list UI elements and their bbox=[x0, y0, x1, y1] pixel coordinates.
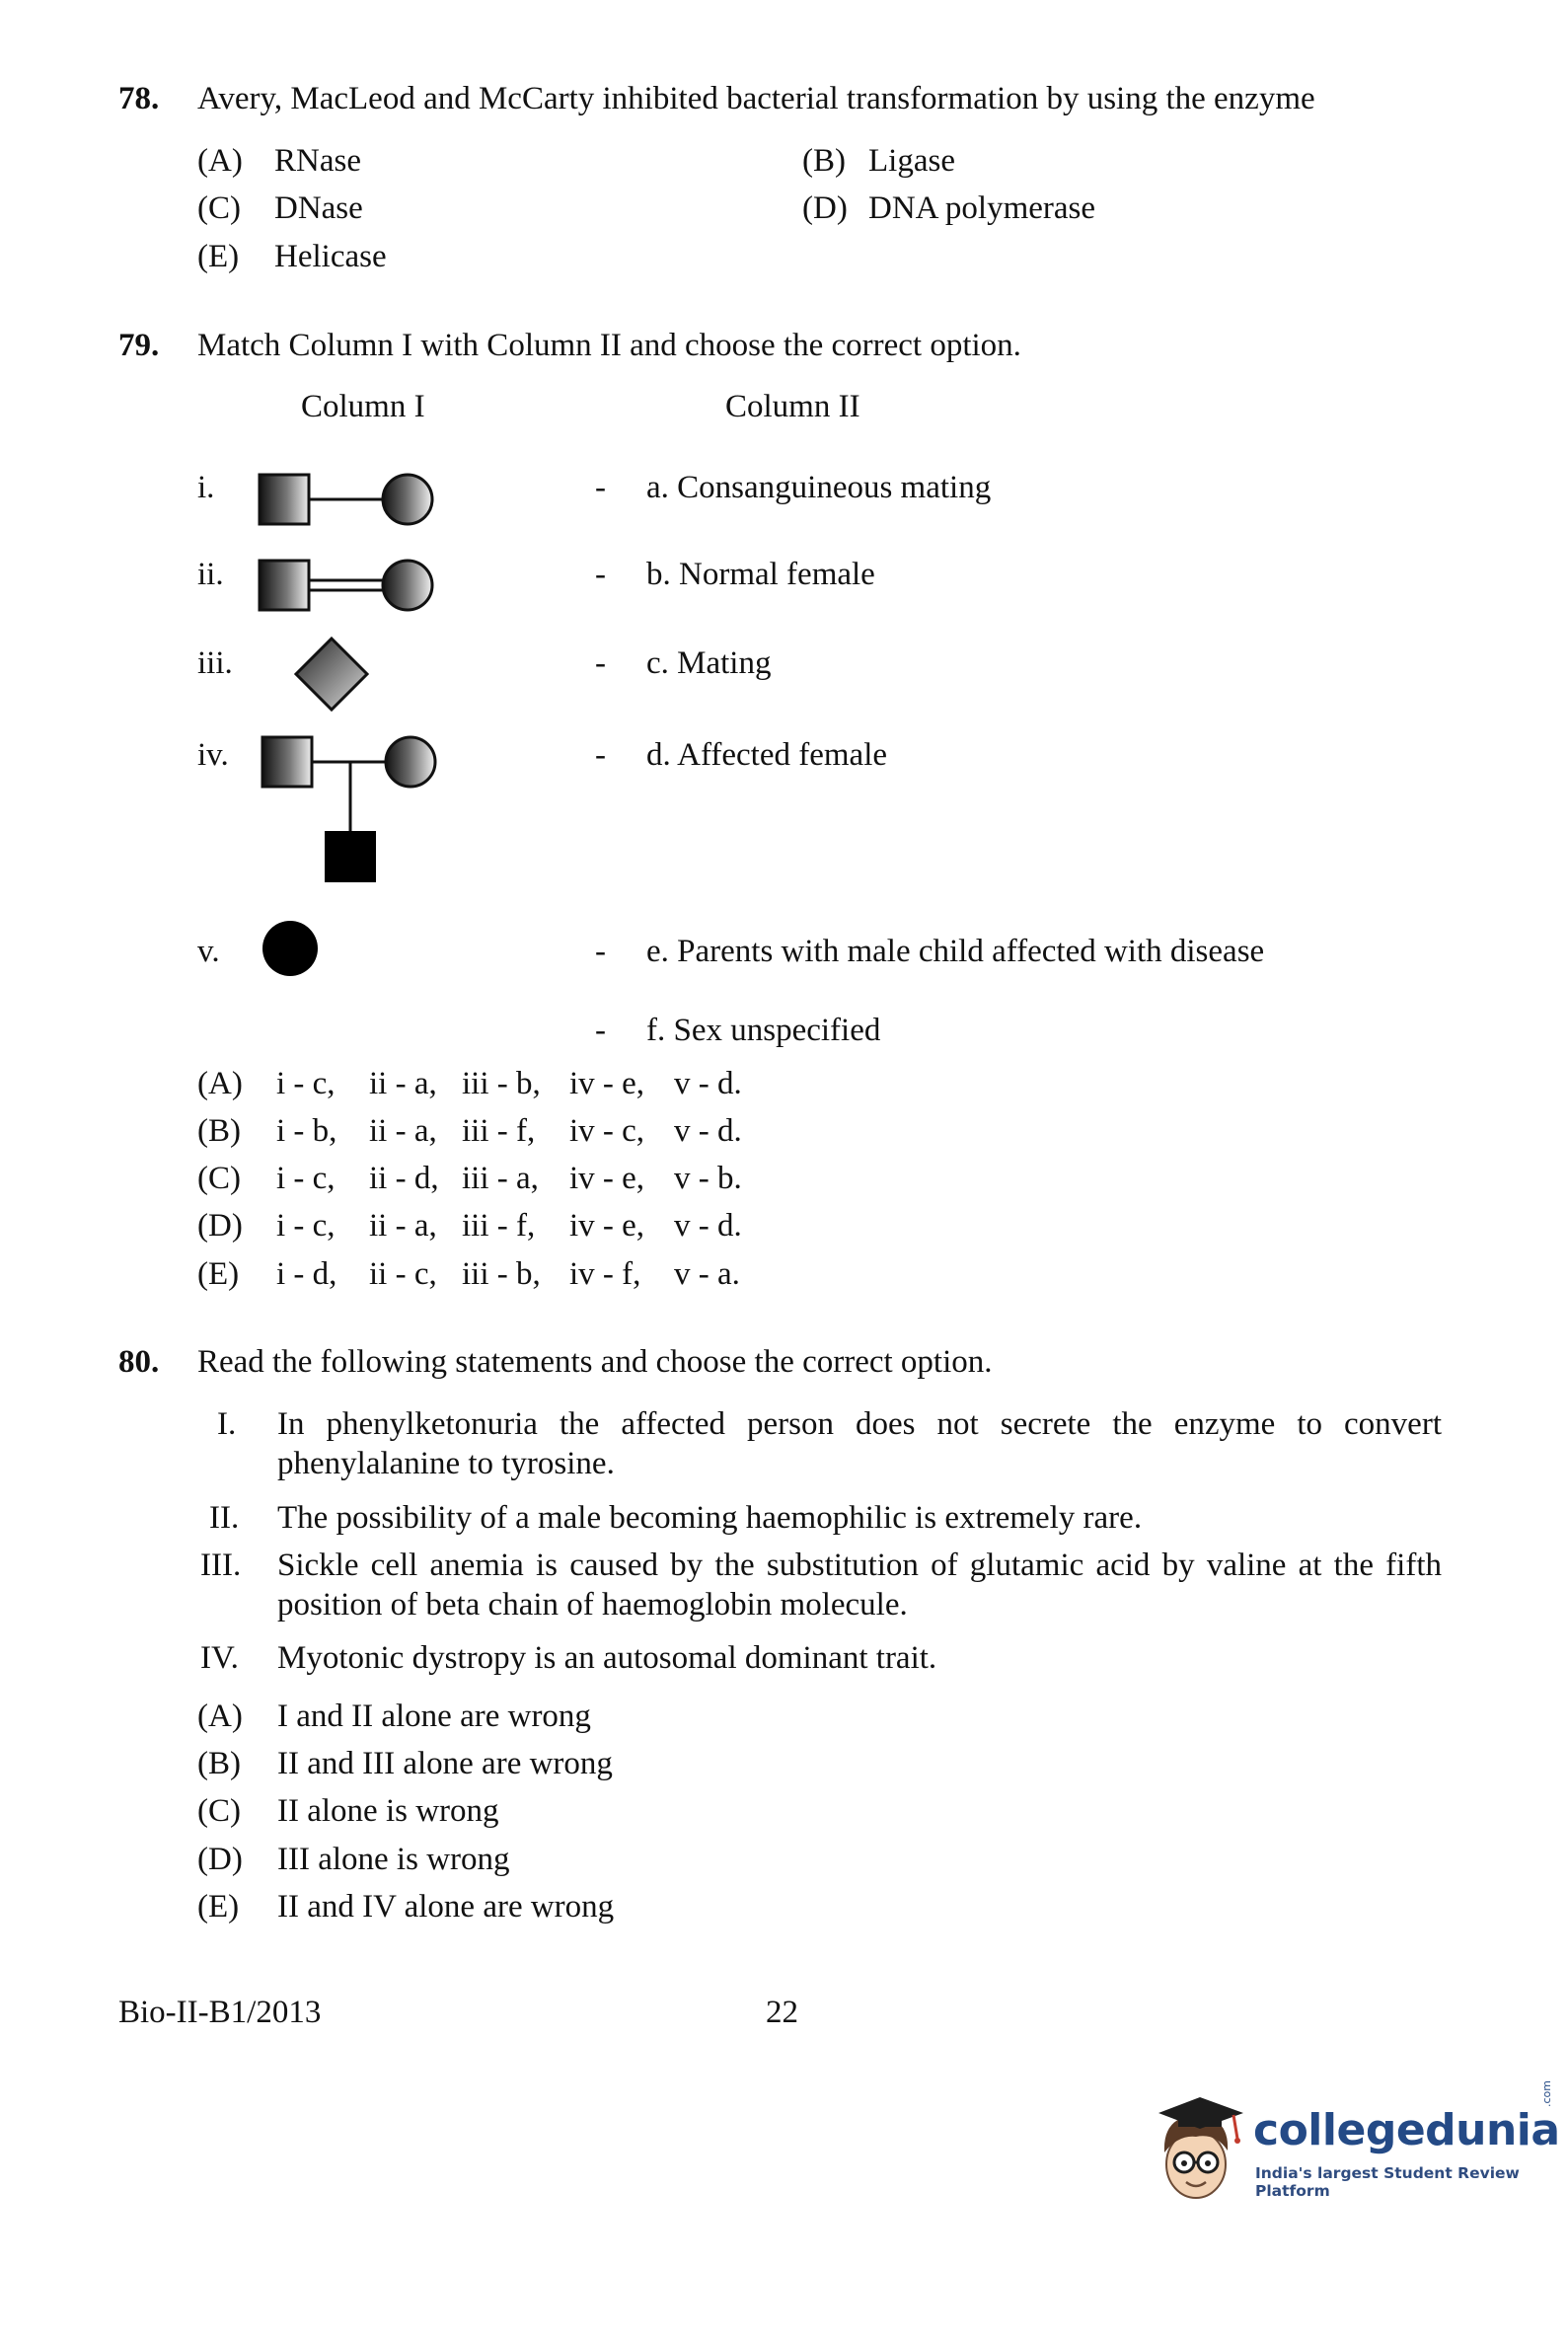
column-1-label: v. bbox=[197, 934, 220, 969]
option-part: v - a. bbox=[674, 1256, 740, 1292]
option-part: ii - a, bbox=[369, 1066, 437, 1101]
option-label: (A) bbox=[197, 1698, 243, 1734]
option-part: ii - a, bbox=[369, 1113, 437, 1149]
question-text: Avery, MacLeod and McCarty inhibited bacterial transformation by using the enzyme bbox=[197, 81, 1315, 116]
option-part: iv - e, bbox=[569, 1066, 645, 1101]
option-text: III alone is wrong bbox=[277, 1842, 510, 1877]
logo-tagline: India's largest Student Review Platform bbox=[1255, 2164, 1520, 2200]
option-text: II alone is wrong bbox=[277, 1793, 499, 1829]
dash: - bbox=[595, 557, 606, 592]
paper-code: Bio-II-B1/2013 bbox=[118, 1995, 322, 2030]
column-2-item: c. Mating bbox=[646, 645, 772, 681]
dash: - bbox=[595, 470, 606, 505]
option-part: i - c, bbox=[276, 1066, 336, 1101]
column-2-item: a. Consanguineous mating bbox=[646, 470, 992, 505]
option-part: v - b. bbox=[674, 1161, 742, 1196]
question-text: Read the following statements and choose the correct option. bbox=[197, 1344, 993, 1380]
option-label: (E) bbox=[197, 239, 240, 274]
option-label: (D) bbox=[802, 190, 848, 226]
column-2-item: e. Parents with male child affected with disease bbox=[646, 934, 1265, 969]
question-number: 80. bbox=[118, 1344, 160, 1380]
option-part: iii - b, bbox=[462, 1256, 541, 1292]
column-1-label: i. bbox=[197, 470, 215, 505]
column-1-label: iii. bbox=[197, 645, 233, 681]
option-part: iii - b, bbox=[462, 1066, 541, 1101]
option-part: iv - e, bbox=[569, 1208, 645, 1244]
option-label: (C) bbox=[197, 1161, 241, 1196]
option-part: v - d. bbox=[674, 1113, 742, 1149]
option-label: (E) bbox=[197, 1889, 240, 1925]
option-text: II and IV alone are wrong bbox=[277, 1889, 615, 1925]
column-2-header: Column II bbox=[725, 389, 860, 424]
column-1-label: ii. bbox=[197, 557, 224, 592]
column-2-item: b. Normal female bbox=[646, 557, 875, 592]
dash: - bbox=[595, 737, 606, 773]
option-text: RNase bbox=[274, 143, 361, 179]
option-part: i - b, bbox=[276, 1113, 337, 1149]
option-text: II and III alone are wrong bbox=[277, 1746, 613, 1781]
column-2-item: d. Affected female bbox=[646, 737, 888, 773]
option-text: I and II alone are wrong bbox=[277, 1698, 591, 1734]
mascot-icon bbox=[1145, 2087, 1253, 2211]
option-part: ii - d, bbox=[369, 1161, 439, 1196]
consanguineous-mating-symbol bbox=[257, 556, 439, 615]
option-label: (E) bbox=[197, 1256, 240, 1292]
option-label: (C) bbox=[197, 190, 241, 226]
option-label: (B) bbox=[802, 143, 846, 179]
option-label: (B) bbox=[197, 1746, 241, 1781]
statement-text: The possibility of a male becoming haemophilic is extremely rare. bbox=[277, 1500, 1143, 1536]
option-label: (A) bbox=[197, 143, 243, 179]
option-part: ii - c, bbox=[369, 1256, 437, 1292]
option-label: (A) bbox=[197, 1066, 243, 1101]
column-1-label: iv. bbox=[197, 737, 229, 773]
option-text: DNA polymerase bbox=[868, 190, 1096, 226]
statement-text: Myotonic dystropy is an autosomal dominant trait. bbox=[277, 1640, 937, 1676]
option-part: v - d. bbox=[674, 1208, 742, 1244]
option-text: Helicase bbox=[274, 239, 387, 274]
dash: - bbox=[595, 645, 606, 681]
parents-affected-male-child-symbol bbox=[257, 732, 439, 885]
dash: - bbox=[595, 1013, 606, 1048]
option-text: Ligase bbox=[868, 143, 955, 179]
statement-text: In phenylketonuria the affected person does not secrete the enzyme to convert phenylalanine to tyrosine. bbox=[277, 1406, 1442, 1481]
statement-label: III. bbox=[200, 1547, 242, 1583]
logo-wordmark: collegedunia bbox=[1253, 2105, 1560, 2155]
option-part: iii - f, bbox=[462, 1113, 536, 1149]
option-part: iii - f, bbox=[462, 1208, 536, 1244]
question-number: 78. bbox=[118, 81, 160, 116]
option-part: iv - e, bbox=[569, 1161, 645, 1196]
option-label: (C) bbox=[197, 1793, 241, 1829]
option-part: i - c, bbox=[276, 1208, 336, 1244]
question-number: 79. bbox=[118, 328, 160, 363]
option-label: (D) bbox=[197, 1842, 243, 1877]
page-number: 22 bbox=[766, 1995, 798, 2030]
statement-label: I. bbox=[217, 1406, 237, 1442]
option-part: v - d. bbox=[674, 1066, 742, 1101]
sex-unspecified-symbol bbox=[292, 635, 371, 714]
option-part: iv - f, bbox=[569, 1256, 641, 1292]
statement-label: II. bbox=[209, 1500, 240, 1536]
option-part: i - c, bbox=[276, 1161, 336, 1196]
option-part: ii - a, bbox=[369, 1208, 437, 1244]
statement-text: Sickle cell anemia is caused by the substitution of glutamic acid by valine at the fifth position of beta chain of haemoglobin molecule. bbox=[277, 1547, 1442, 1623]
option-label: (D) bbox=[197, 1208, 243, 1244]
option-part: i - d, bbox=[276, 1256, 337, 1292]
statement-label: IV. bbox=[200, 1640, 239, 1676]
logo-domain-suffix: .com bbox=[1540, 2080, 1553, 2107]
column-2-item: f. Sex unspecified bbox=[646, 1013, 881, 1048]
affected-female-symbol bbox=[261, 918, 320, 979]
option-part: iv - c, bbox=[569, 1113, 645, 1149]
column-1-header: Column I bbox=[301, 389, 425, 424]
option-text: DNase bbox=[274, 190, 363, 226]
dash: - bbox=[595, 934, 606, 969]
collegedunia-logo bbox=[1145, 2080, 1560, 2211]
question-text: Match Column I with Column II and choose the correct option. bbox=[197, 328, 1021, 363]
mating-symbol bbox=[257, 470, 439, 529]
option-label: (B) bbox=[197, 1113, 241, 1149]
option-part: iii - a, bbox=[462, 1161, 539, 1196]
